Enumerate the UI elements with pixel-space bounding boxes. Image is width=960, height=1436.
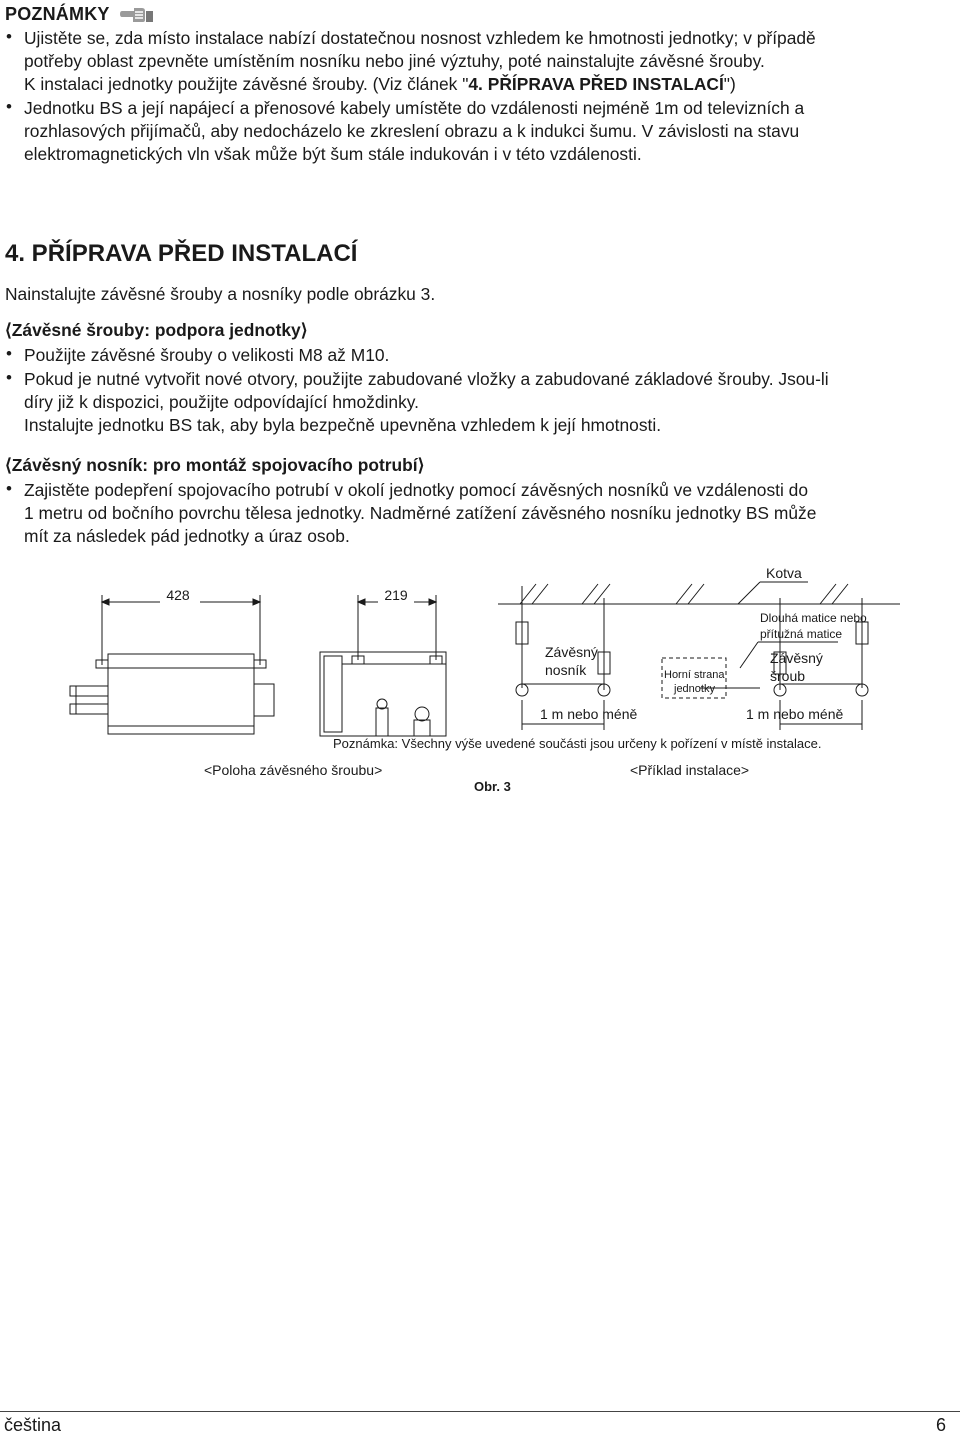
figure-note: Poznámka: Všechny výše uvedené součásti jsou určeny k pořízení v místě instalace.	[333, 736, 822, 751]
notes-bullet-2	[24, 97, 944, 166]
footer-language: čeština	[4, 1415, 62, 1435]
notes-bullet-1-line-2: potřeby oblast zpevněte umístěním nosníku nebo jiné výztuhy, poté nainstalujte závěsné šrouby.	[24, 51, 765, 71]
label-hanger-beam-1: Závěsný	[545, 644, 598, 660]
pointing-hand-icon	[120, 3, 154, 23]
caption-installation-example: <Příklad instalace>	[630, 762, 750, 778]
dim-label-428: 428	[166, 587, 190, 603]
notes-title	[5, 3, 154, 25]
bullet-dot: •	[6, 97, 12, 116]
notes-bullet-1	[24, 27, 944, 96]
bolts-bullet-1: Použijte závěsné šrouby o velikosti M8 až M10.	[24, 345, 390, 365]
subsection-heading-hanger: ⟨Závěsný nosník: pro montáž spojovacího potrubí⟩	[5, 455, 425, 475]
label-long-nut-2: přítužná matice	[760, 627, 843, 641]
bolts-bullet-2-line-3: Instalujte jednotku BS tak, aby byla bezpečně upevněna vzhledem k její hmotnosti.	[24, 415, 662, 435]
bolts-bullet-2-line-2: díry již k dispozici, použijte odpovídající hmoždinky.	[24, 392, 420, 412]
hanger-bullet-line-3: mít za následek pád jednotky a úraz osob.	[24, 526, 350, 546]
bullet-dot: •	[6, 368, 12, 387]
section-intro: Nainstalujte závěsné šrouby a nosníky podle obrázku 3.	[5, 284, 436, 304]
label-unit-top-1: Horní strana	[664, 669, 725, 681]
notes-bullet-2-line-2: rozhlasových přijímačů, aby nedocházelo ke zkreslení obrazu a k indukci šumu. V závislosti na stavu	[24, 121, 800, 141]
label-long-nut-1: Dlouhá matice nebo	[760, 611, 867, 625]
label-hanger-bolt-1: Závěsný	[770, 650, 823, 666]
hanger-bullet-line-1: Zajistěte podepření spojovacího potrubí v okolí jednotky pomocí závěsných nosníků ve vzdálenosti do	[24, 480, 809, 500]
bolts-bullet-2-line-1: Pokud je nutné vytvořit nové otvory, použijte zabudované vložky a zabudované základové šrouby. Jsou-li	[24, 369, 829, 389]
bullet-dot: •	[6, 479, 12, 498]
label-hanger-beam-2: nosník	[545, 662, 587, 678]
label-hanger-bolt-2: šroub	[770, 668, 806, 684]
bolts-bullet-2	[24, 368, 944, 437]
bolt-position-drawing	[70, 595, 446, 736]
notes-bullet-1-ref-end: ")	[723, 74, 736, 94]
notes-bullet-1-line-1: Ujistěte se, zda místo instalace nabízí dostatečnou nosnost vzhledem ke hmotnosti jednotky; v případě	[24, 28, 816, 48]
notes-bullet-1-reference: 4. PŘÍPRAVA PŘED INSTALACÍ	[468, 74, 724, 94]
figure-label: Obr. 3	[474, 779, 511, 794]
label-unit-top-2: jednotky	[674, 683, 715, 695]
section-title: 4. PŘÍPRAVA PŘED INSTALACÍ	[5, 240, 358, 267]
notes-bullet-2-line-3: elektromagnetických vln však může být šum stále indukován i v této vzdálenosti.	[24, 144, 642, 164]
notes-title-text: POZNÁMKY	[5, 4, 110, 24]
label-1m-left: 1 m nebo méně	[540, 706, 638, 722]
notes-bullet-1-line-3-text: K instalaci jednotky použijte závěsné šrouby. (Viz článek "	[24, 74, 469, 94]
label-kotva: Kotva	[766, 565, 802, 581]
caption-bolt-position: <Poloha závěsného šroubu>	[204, 762, 383, 778]
hanger-bullet	[24, 479, 944, 548]
subsection-heading-hanger-text: Závěsný nosník: pro montáž spojovacího potrubí	[11, 455, 418, 475]
figure-3	[0, 560, 960, 800]
subsection-heading-bolts: ⟨Závěsné šrouby: podpora jednotky⟩	[5, 320, 308, 340]
bullet-dot: •	[6, 344, 12, 363]
dim-label-219: 219	[384, 587, 408, 603]
notes-bullet-1-line-3	[24, 73, 944, 96]
footer-divider	[0, 1411, 960, 1412]
notes-bullet-2-line-1: Jednotku BS a její napájecí a přenosové kabely umístěte do vzdálenosti nejméně 1m od televizních a	[24, 98, 805, 118]
page-number: 6	[935, 1415, 946, 1435]
subsection-heading-bolts-text: Závěsné šrouby: podpora jednotky	[11, 320, 301, 340]
label-1m-right: 1 m nebo méně	[746, 706, 844, 722]
hanger-bullet-line-2: 1 metru od bočního povrchu tělesa jednotky. Nadměrné zatížení závěsného nosníku jednotky BS může	[24, 503, 817, 523]
bullet-dot: •	[6, 27, 12, 46]
